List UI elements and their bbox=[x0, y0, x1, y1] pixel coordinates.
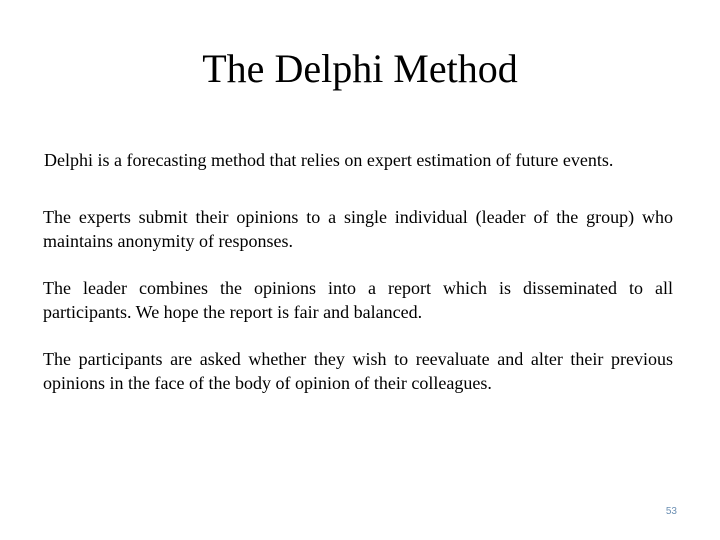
paragraph-participants: The participants are asked whether they wish to reevaluate and alter their previous opinions in the face of the body of opinion of their colleagues. bbox=[43, 349, 673, 393]
paragraph-definition: Delphi is a forecasting method that relies on expert estimation of future events. bbox=[44, 150, 614, 170]
page-number: 53 bbox=[665, 506, 677, 517]
paragraph-leader: The leader combines the opinions into a report which is disseminated to all participants. We hope the report is fair and balanced. bbox=[43, 278, 673, 322]
slide-title: The Delphi Method bbox=[202, 46, 518, 91]
paragraph-experts: The experts submit their opinions to a single individual (leader of the group) who maintains anonymity of responses. bbox=[43, 207, 673, 251]
